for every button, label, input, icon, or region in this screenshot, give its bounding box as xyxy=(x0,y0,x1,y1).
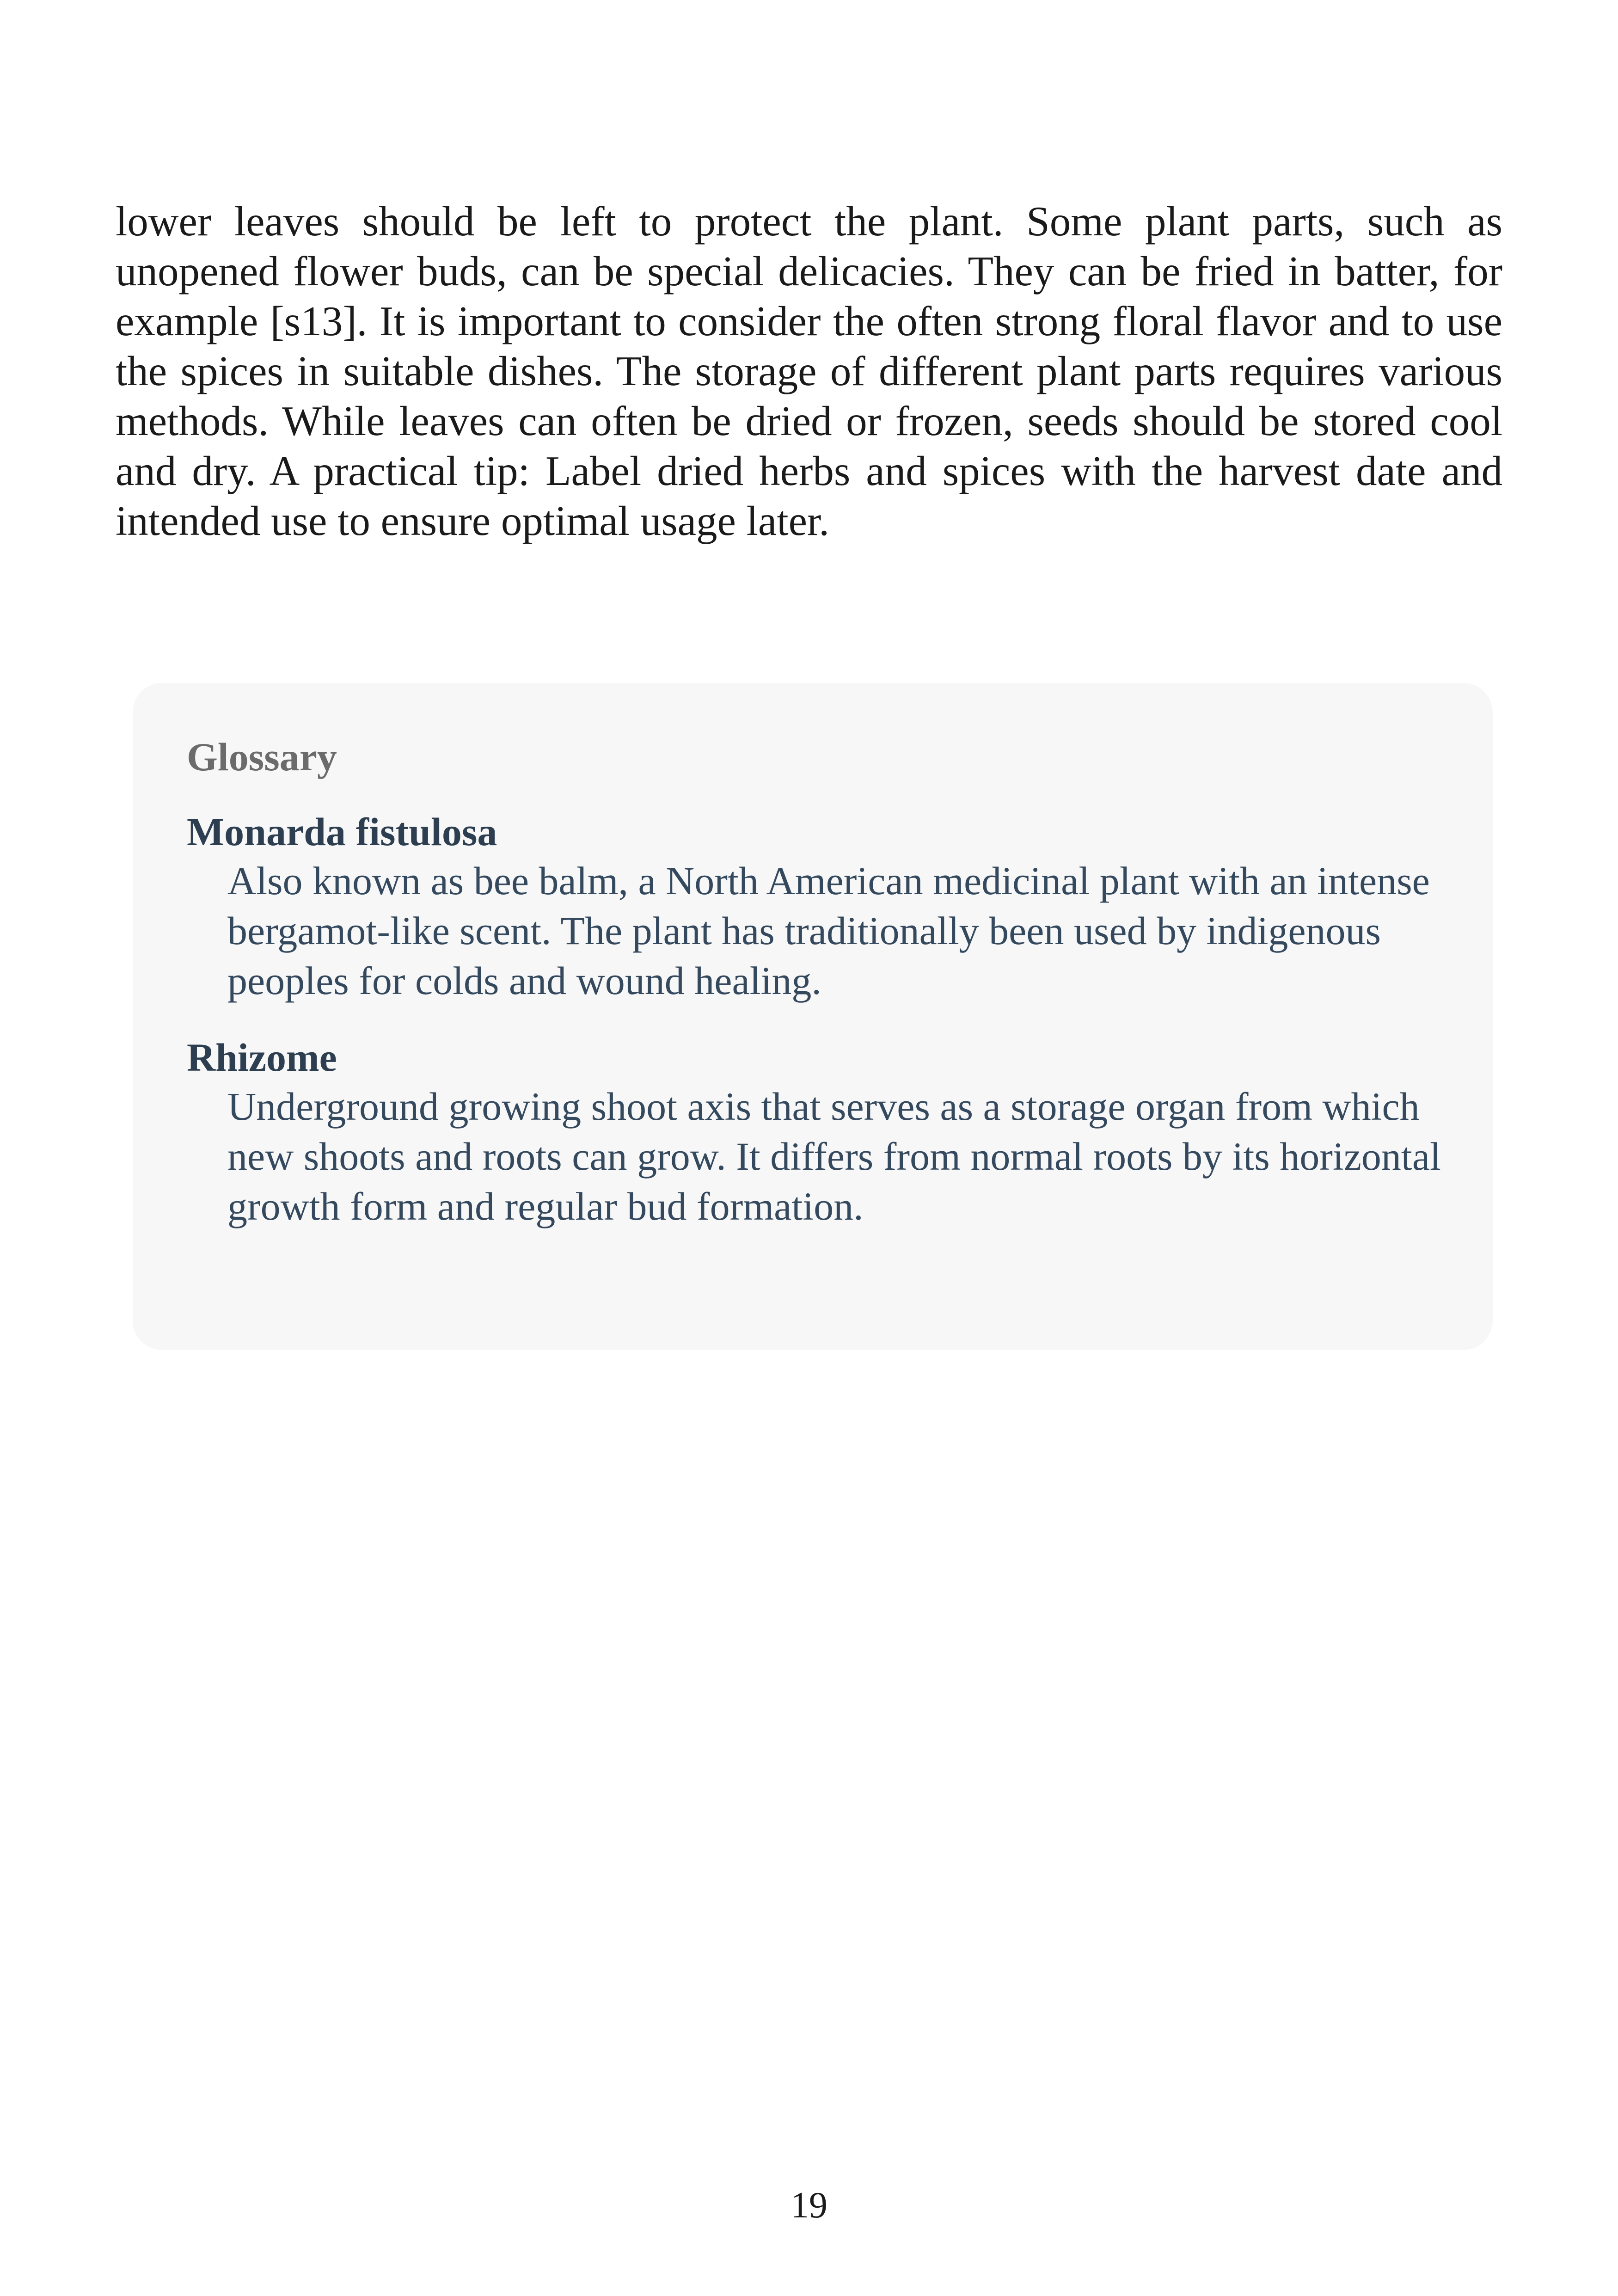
glossary-definition: Underground growing shoot axis that serves as a storage organ from which new shoots and roots can grow. It differs from normal roots by its horizontal growth form and regular bud formation. xyxy=(227,1084,1441,1228)
glossary-entry xyxy=(187,808,1493,1006)
glossary-term: Monarda fistulosa xyxy=(187,810,497,854)
glossary-definition: Also known as bee balm, a North American medicinal plant with an intense bergamot-like scent. The plant has traditionally been used by indigenous peoples for colds and wound healing. xyxy=(227,859,1430,1003)
body-paragraph: lower leaves should be left to protect the plant. Some plant parts, such as unopened flower buds, can be special delicacies. They can be fried in batter, for example [s13]. It is important to consider the often strong floral flavor and to use the spices in suitable dishes. The storage of different plant parts requires various methods. While leaves can often be dried or frozen, seeds should be stored cool and dry. A practical tip: Label dried herbs and spices with the harvest date and intended use to ensure optimal usage later. xyxy=(116,198,1502,544)
glossary-title: Glossary xyxy=(187,735,337,779)
page-number: 19 xyxy=(791,2185,827,2226)
glossary-box xyxy=(133,683,1493,1350)
glossary-term: Rhizome xyxy=(187,1035,337,1080)
glossary-entry xyxy=(187,1033,1493,1231)
